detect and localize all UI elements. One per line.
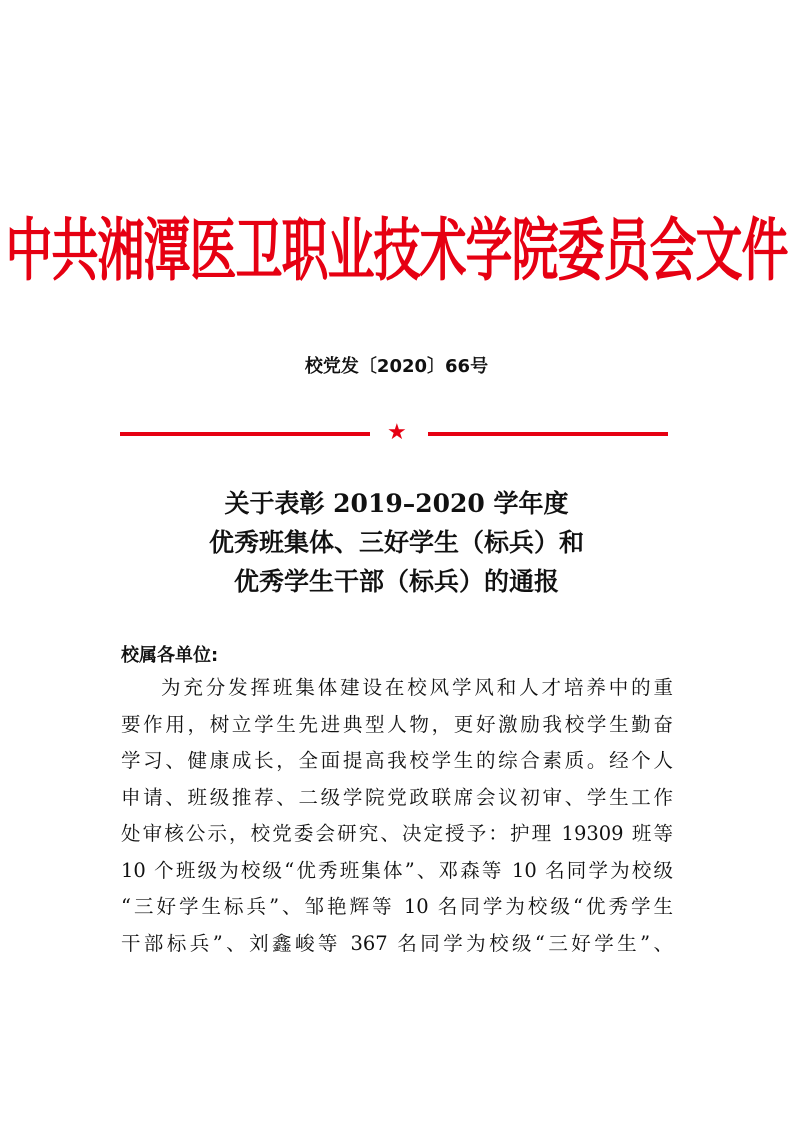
salutation: 校属各单位:: [121, 645, 219, 666]
issuer-title: 中共湘潭医卫职业技术学院委员会文件: [5, 211, 788, 292]
body-line: 为充分发挥班集体建设在校风学风和人才培养中的重: [161, 676, 673, 699]
body-line: 处审核公示，校党委会研究、决定授予：护理 19309 班等: [121, 822, 673, 845]
star-icon: ★: [387, 420, 407, 445]
headline-line: 优秀班集体、三好学生（标兵）和: [208, 528, 584, 557]
header-divider: [120, 422, 668, 446]
headline-line: 优秀学生干部（标兵）的通报: [233, 567, 559, 596]
body-line: “三好学生标兵”、邹艳辉等 10 名同学为校级“优秀学生: [121, 895, 673, 918]
divider-line-left: [120, 432, 370, 436]
document-number: 校党发〔2020〕66号: [304, 356, 489, 377]
body-line: 学习、健康成长，全面提高我校学生的综合素质。经个人: [121, 749, 673, 772]
body-paragraph: [121, 670, 673, 962]
divider-line-right: [428, 432, 668, 436]
body-line: 要作用，树立学生先进典型人物，更好激励我校学生勤奋: [121, 712, 673, 736]
body-line: 申请、班级推荐、二级学院党政联席会议初审、学生工作: [121, 785, 673, 809]
headline-line: 关于表彰 2019–2020 学年度: [224, 489, 569, 518]
body-line: 10 个班级为校级“优秀班集体”、邓森等 10 名同学为校级: [121, 858, 673, 882]
notice-headline: [0, 484, 793, 601]
body-line: 干部标兵”、刘鑫峻等 367 名同学为校级“三好学生”、: [121, 931, 673, 955]
